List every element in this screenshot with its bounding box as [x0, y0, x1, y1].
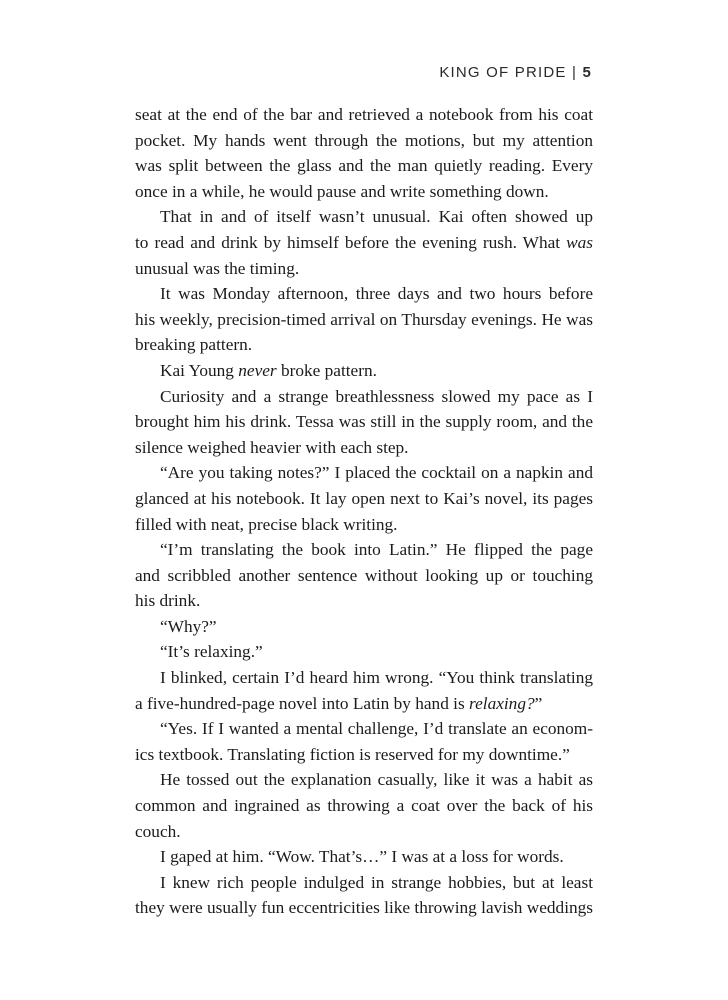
text-line	[135, 256, 593, 282]
text-segment: silence weighed heavier with each step.	[135, 437, 409, 457]
text-segment: Kai Young	[160, 360, 239, 380]
text-segment: That in and of itself wasn’t unusual. Kai often showed up	[160, 207, 593, 227]
text-line	[135, 588, 593, 614]
text-segment: “Yes. If I wanted a mental challenge, I’d translate an econom-	[160, 719, 593, 739]
text-line	[135, 358, 593, 384]
text-segment: once in a while, he would pause and write something down.	[135, 181, 549, 201]
text-line	[135, 153, 593, 179]
text-segment: I gaped at him. “Wow. That’s…” I was at a loss for words.	[160, 847, 564, 867]
text-line	[135, 742, 593, 768]
text-line	[135, 895, 593, 921]
text-line	[135, 563, 593, 589]
text-segment: glanced at his notebook. It lay open next to Kai’s novel, its pages	[135, 488, 593, 508]
book-title: KING OF PRIDE	[439, 64, 567, 81]
text-segment: seat at the end of the bar and retrieved a notebook from his coat	[135, 105, 593, 124]
text-line	[135, 537, 593, 563]
text-line	[135, 307, 593, 333]
text-line	[135, 460, 593, 486]
text-segment: unusual was the timing.	[135, 258, 300, 278]
text-segment: common and ingrained as throwing a coat over the back of his	[135, 796, 593, 816]
running-header	[439, 64, 592, 81]
page-number: 5	[582, 64, 592, 81]
text-segment: He tossed out the explanation casually, like it was a habit as	[160, 770, 593, 790]
text-segment: Curiosity and a strange breathlessness slowed my pace as I	[160, 386, 593, 406]
text-segment: brought him his drink. Tessa was still in the supply room, and the	[135, 412, 593, 432]
text-segment: pocket. My hands went through the motions, but my attention	[135, 130, 593, 150]
text-line	[135, 281, 593, 307]
header-separator: |	[571, 64, 578, 81]
text-segment: to read and drink by himself before the evening rush. What	[135, 232, 567, 252]
text-line	[135, 793, 593, 819]
text-segment: I knew rich people indulged in strange hobbies, but at least	[160, 872, 593, 892]
text-segment: I blinked, certain I’d heard him wrong. “You think translating	[160, 668, 593, 688]
italic-text: relaxing?	[469, 693, 535, 713]
text-line	[135, 128, 593, 154]
text-line	[135, 819, 593, 845]
text-segment: It was Monday afternoon, three days and two hours before	[160, 284, 593, 304]
text-segment: and scribbled another sentence without looking up or touching	[135, 565, 593, 585]
text-segment: ”	[534, 693, 543, 713]
text-segment: “It’s relaxing.”	[160, 642, 263, 662]
page-body-text	[135, 102, 593, 921]
text-segment: was split between the glass and the man quietly reading. Every	[135, 156, 593, 176]
text-line	[135, 435, 593, 461]
text-line	[135, 512, 593, 538]
text-segment: his weekly, precision-timed arrival on Thursday evenings. He was	[135, 309, 593, 329]
italic-text: was	[566, 232, 593, 252]
text-line	[135, 384, 593, 410]
text-segment: “Why?”	[160, 616, 217, 636]
text-segment: couch.	[135, 821, 181, 841]
text-line	[135, 332, 593, 358]
text-line	[135, 767, 593, 793]
text-segment: ics textbook. Translating fiction is reserved for my downtime.”	[135, 744, 570, 764]
text-line	[135, 691, 593, 717]
text-segment: a five-hundred-page novel into Latin by hand is	[135, 693, 470, 713]
text-line	[135, 844, 593, 870]
text-line	[135, 639, 593, 665]
text-segment: “I’m translating the book into Latin.” He flipped the page	[160, 540, 593, 560]
text-segment: they were usually fun eccentricities like throwing lavish weddings	[135, 898, 593, 918]
text-line	[135, 870, 593, 896]
text-segment: broke pattern.	[276, 360, 377, 380]
text-line	[135, 230, 593, 256]
text-segment: breaking pattern.	[135, 335, 253, 355]
text-segment: “Are you taking notes?” I placed the cocktail on a napkin and	[160, 463, 593, 483]
text-line	[135, 486, 593, 512]
text-line	[135, 102, 593, 128]
italic-text: never	[238, 360, 277, 380]
text-segment: his drink.	[135, 591, 201, 611]
text-line	[135, 409, 593, 435]
text-line	[135, 614, 593, 640]
text-line	[135, 716, 593, 742]
text-line	[135, 204, 593, 230]
text-line	[135, 665, 593, 691]
text-segment: filled with neat, precise black writing.	[135, 514, 398, 534]
text-line	[135, 179, 593, 205]
